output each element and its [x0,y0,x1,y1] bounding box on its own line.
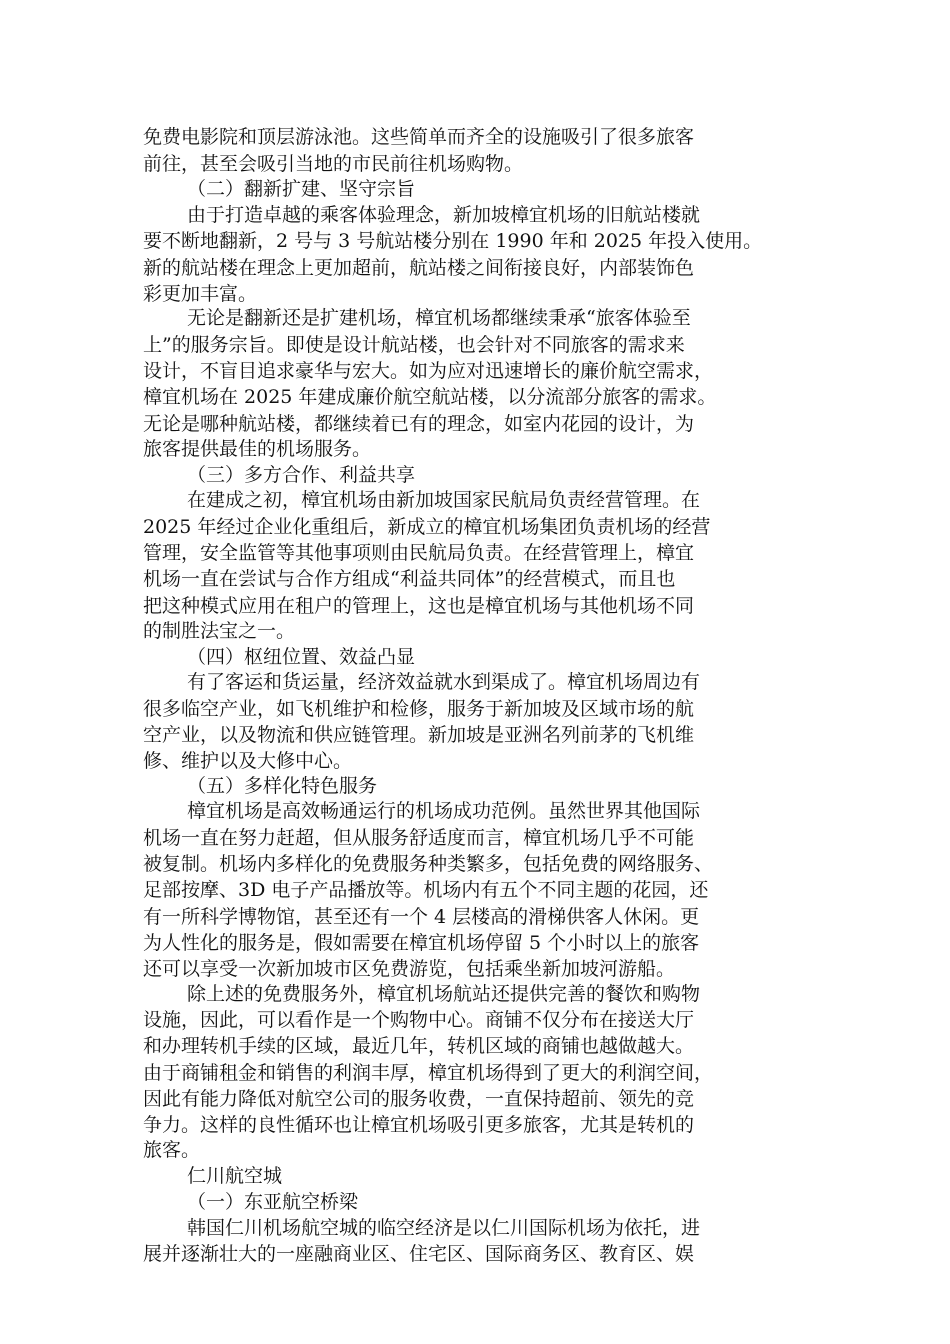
text-line: 设施，因此，可以看作是一个购物中心。商铺不仅分布在接送大厅 [143,1009,695,1031]
text-line: 设计，不盲目追求豪华与宏大。如为应对迅速增长的廉价航空需求， [143,360,714,382]
text-line: 把这种模式应用在租户的管理上，这也是樟宜机场与其他机场不同 [143,595,695,617]
text-line: 很多临空产业，如飞机维护和检修，服务于新加坡及区域市场的航 [143,698,695,720]
text-line: 展并逐渐壮大的一座融商业区、住宅区、国际商务区、教育区、娱 [143,1243,695,1265]
text-line: 上”的服务宗旨。即使是设计航站楼，也会针对不同旅客的需求来 [143,334,685,356]
text-line: 由于商铺租金和销售的利润丰厚，樟宜机场得到了更大的利润空间， [143,1062,714,1084]
text-line: 为人性化的服务是，假如需要在樟宜机场停留 5 个小时以上的旅客 [143,932,700,954]
text-line: 机场一直在努力赶超，但从服务舒适度而言，樟宜机场几乎不可能 [143,827,695,849]
text-line: 免费电影院和顶层游泳池。这些简单而齐全的设施吸引了很多旅客 [143,126,695,148]
text-line: 足部按摩、3D 电子产品播放等。机场内有五个不同主题的花园，还 [143,879,709,901]
text-line: 空产业，以及物流和供应链管理。新加坡是亚洲名列前茅的飞机维 [143,724,695,746]
text-line: 新的航站楼在理念上更加超前，航站楼之间衔接良好，内部装饰色 [143,257,695,279]
section-heading: （一）东亚航空桥梁 [187,1191,359,1213]
text-line: 由于打造卓越的乘客体验理念，新加坡樟宜机场的旧航站楼就 [187,204,701,226]
text-line: 前往，甚至会吸引当地的市民前往机场购物。 [143,153,524,175]
text-line: 无论是翻新还是扩建机场，樟宜机场都继续秉承“旅客体验至 [187,307,691,329]
section-heading: （五）多样化特色服务 [187,775,378,797]
text-line: 管理，安全监管等其他事项则由民航局负责。在经营管理上，樟宜 [143,542,695,564]
section-heading: （二）翻新扩建、坚守宗旨 [187,178,416,200]
text-line: 无论是哪种航站楼，都继续着已有的理念，如室内花园的设计，为 [143,413,695,435]
text-line: 还可以享受一次新加坡市区免费游览，包括乘坐新加坡河游船。 [143,958,676,980]
text-line: 有了客运和货运量，经济效益就水到渠成了。樟宜机场周边有 [187,671,701,693]
text-line: 樟宜机场是高效畅通运行的机场成功范例。虽然世界其他国际 [187,800,701,822]
text-line: 修、维护以及大修中心。 [143,750,353,772]
text-line: 旅客。 [143,1139,201,1161]
text-line: 樟宜机场在 2025 年建成廉价航空航站楼，以分流部分旅客的需求。 [143,386,717,408]
text-line: 和办理转机手续的区域，最近几年，转机区域的商铺也越做越大。 [143,1035,695,1057]
text-line: 机场一直在尝试与合作方组成“利益共同体”的经营模式，而且也 [143,568,676,590]
text-line: 因此有能力降低对航空公司的服务收费，一直保持超前、领先的竞 [143,1088,695,1110]
text-line: 韩国仁川机场航空城的临空经济是以仁川国际机场为依托，进 [187,1217,701,1239]
text-line: 有一所科学博物馆，甚至还有一个 4 层楼高的滑梯供客人休闲。更 [143,906,700,928]
section-heading: （三）多方合作、利益共享 [187,464,416,486]
section-heading: （四）枢纽位置、效益凸显 [187,646,416,668]
text-line: 除上述的免费服务外，樟宜机场航站还提供完善的餐饮和购物 [187,983,701,1005]
text-line: 彩更加丰富。 [143,283,258,305]
text-line: 的制胜法宝之一。 [143,620,296,642]
text-line: 要不断地翻新，2 号与 3 号航站楼分别在 1990 年和 2025 年投入使用。 [143,230,763,252]
text-line: 在建成之初，樟宜机场由新加坡国家民航局负责经营管理。在 [187,489,701,511]
text-line: 被复制。机场内多样化的免费服务种类繁多，包括免费的网络服务、 [143,853,714,875]
section-heading: 仁川航空城 [187,1165,283,1187]
text-line: 旅客提供最佳的机场服务。 [143,438,372,460]
text-line: 2025 年经过企业化重组后，新成立的樟宜机场集团负责机场的经营 [143,516,711,538]
text-line: 争力。这样的良性循环也让樟宜机场吸引更多旅客，尤其是转机的 [143,1114,695,1136]
